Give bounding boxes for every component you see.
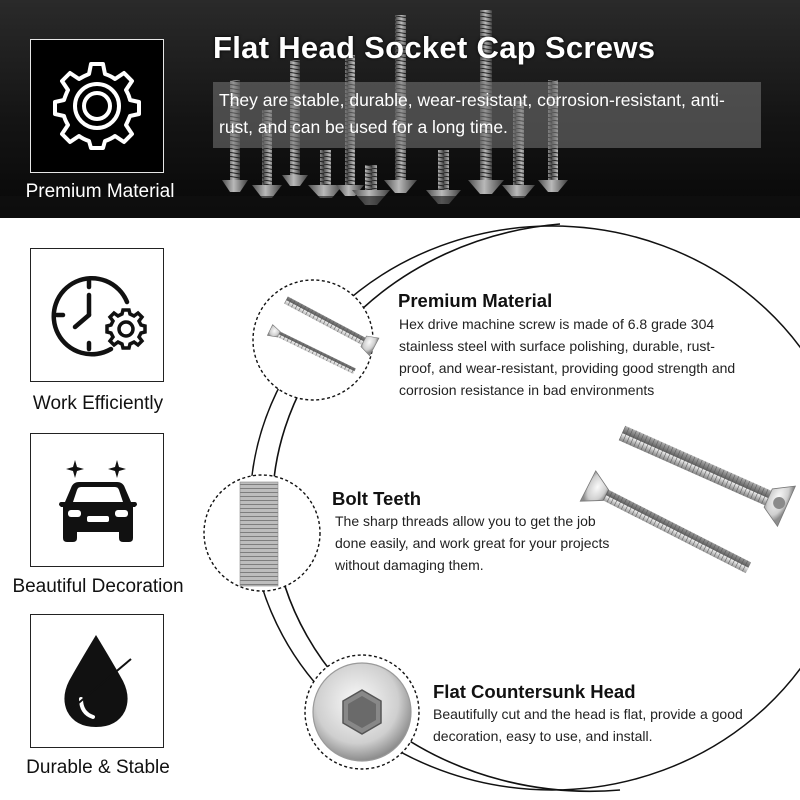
section-text-premium-material: Hex drive machine screw is made of 6.8 grade 304 stainless steel with surface polishing, durable, rust-proof, and wear-resistant, providing good strength and corrosion resistance in bad environments — [399, 316, 736, 398]
bolt-teeth-image — [240, 482, 278, 586]
feature-label-beautiful-decoration: Beautiful Decoration — [12, 576, 184, 597]
section-title-premium-material: Premium Material — [398, 290, 553, 311]
large-screws-image — [580, 413, 795, 583]
page-title: Flat Head Socket Cap Screws — [213, 30, 656, 65]
section-title-flat-countersunk-head: Flat Countersunk Head — [433, 681, 636, 702]
section-text-bolt-teeth: The sharp threads allow you to get the job done easily, and work great for your projects without damaging them. — [335, 513, 610, 573]
section-title-bolt-teeth: Bolt Teeth — [332, 488, 422, 509]
banner-feature-label: Premium Material — [25, 181, 175, 202]
feature-label-work-efficiently: Work Efficiently — [32, 393, 164, 414]
page-subtitle: They are stable, durable, wear-resistant, corrosion-resistant, anti-rust, and can be used for a long time. — [213, 82, 761, 148]
feature-label-durable-stable: Durable & Stable — [26, 757, 170, 778]
section-text-flat-countersunk-head: Beautifully cut and the head is flat, provide a good decoration, easy to use, and install. — [433, 706, 743, 744]
countersunk-head-image — [313, 663, 411, 761]
